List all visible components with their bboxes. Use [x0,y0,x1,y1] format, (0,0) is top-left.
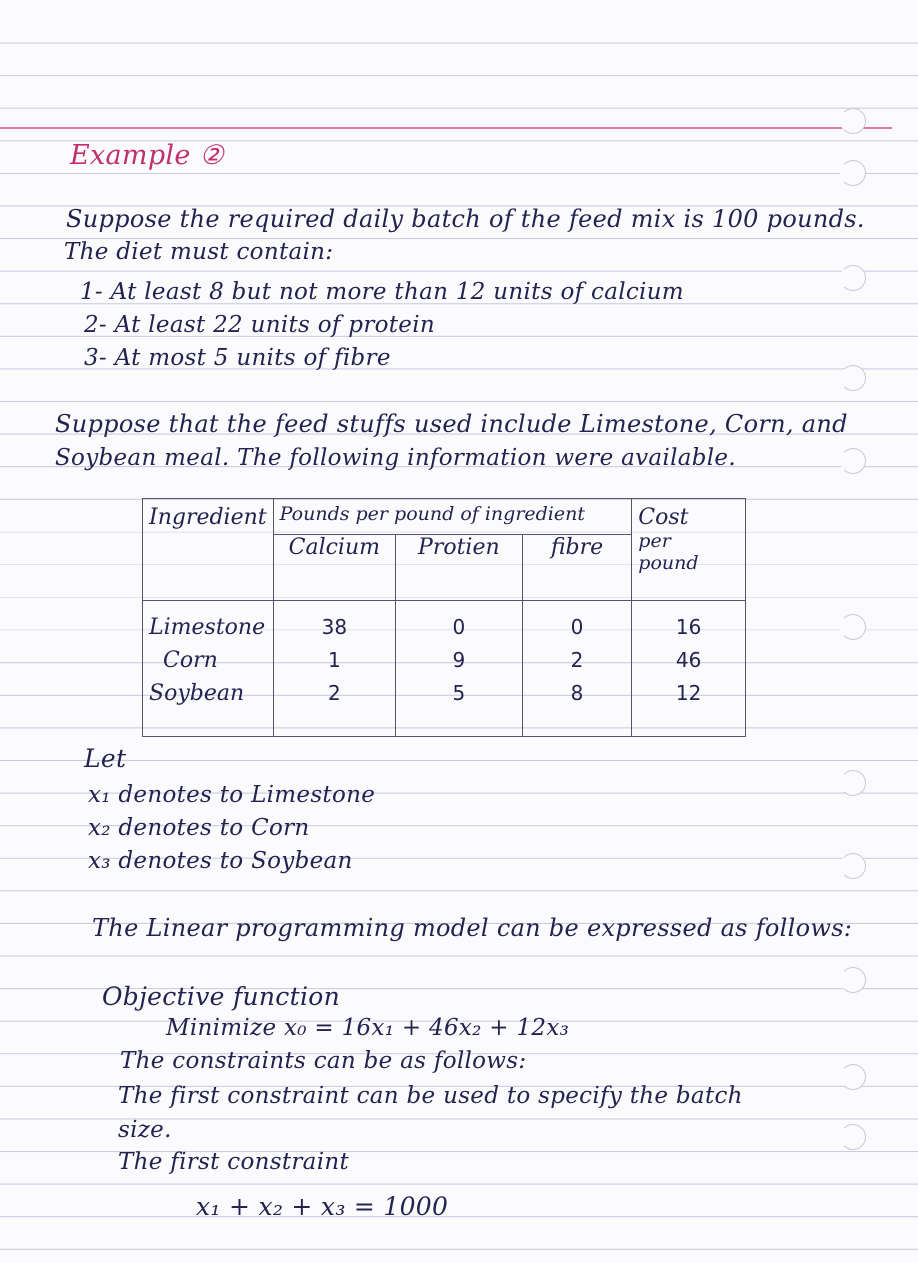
ingredient-name: Soybean [149,681,245,706]
first-constraint-heading: The first constraint [118,1149,350,1175]
table-cell: 0 [570,615,584,639]
table-cell: 16 [675,615,702,639]
table-cell: 46 [675,648,702,672]
table-cell: 0 [452,615,466,639]
variable-definition: x₂ denotes to Corn [88,815,310,841]
variable-definition: x₃ denotes to Soybean [88,848,353,874]
pounds-per-pound-header: Pounds per pound of ingredient [273,499,632,535]
ingredient-names [143,601,274,737]
cost-header-cell [632,499,746,601]
calcium-column [273,601,395,737]
requirement-item: 3- At most 5 units of fibre [84,345,391,371]
feed-line-1: Suppose that the feed stuffs used include Limestone, Corn, and [55,410,848,438]
nutrient-header: fibre [522,535,632,601]
nutrient-header: Protien [396,535,523,601]
ingredient-name: Limestone [149,615,266,640]
objective-equation: Minimize x₀ = 16x₁ + 46x₂ + 12x₃ [166,1015,570,1041]
binder-hole [840,265,866,291]
cost-per-pound-label: per pound [638,530,699,574]
binder-hole [840,967,866,993]
ingredient-header: Ingredient [143,499,274,601]
cost-column [632,601,746,737]
table-cell: 8 [570,681,584,705]
binder-hole [840,365,866,391]
batch-size-line-2: size. [118,1117,172,1143]
nutrient-header: Calcium [273,535,395,601]
binder-hole [840,1064,866,1090]
cost-header: Cost [638,505,689,530]
binder-hole [840,160,866,186]
binder-hole [840,770,866,796]
intro-line-1: Suppose the required daily batch of the feed mix is 100 pounds. [66,205,865,233]
binder-hole [840,614,866,640]
table-cell: 2 [327,681,341,705]
example-title: Example ② [70,140,225,171]
table-cell: 9 [452,648,466,672]
feed-line-2: Soybean meal. The following information were available. [55,445,736,471]
intro-line-2: The diet must contain: [64,239,334,265]
fibre-column [522,601,632,737]
variable-definition: x₁ denotes to Limestone [88,782,376,808]
binder-hole [840,1124,866,1150]
model-intro: The Linear programming model can be expressed as follows: [92,914,853,942]
table-cell: 1 [327,648,341,672]
objective-heading: Objective function [102,982,341,1011]
table-cell: 2 [570,648,584,672]
table-cell: 38 [321,615,348,639]
table-cell: 12 [675,681,702,705]
requirement-item: 2- At least 22 units of protein [84,312,435,338]
constraints-intro: The constraints can be as follows: [120,1048,527,1074]
let-heading: Let [84,744,127,773]
binder-hole [840,108,866,134]
table-cell: 5 [452,681,466,705]
binder-hole [840,448,866,474]
first-constraint-equation: x₁ + x₂ + x₃ = 1000 [196,1192,449,1221]
margin-line [0,127,892,129]
ingredient-table [142,498,746,737]
binder-hole [840,853,866,879]
batch-size-line-1: The first constraint can be used to specify the batch [118,1083,743,1109]
ingredient-name: Corn [163,648,218,673]
protein-column [396,601,523,737]
requirement-item: 1- At least 8 but not more than 12 units of calcium [80,279,684,305]
